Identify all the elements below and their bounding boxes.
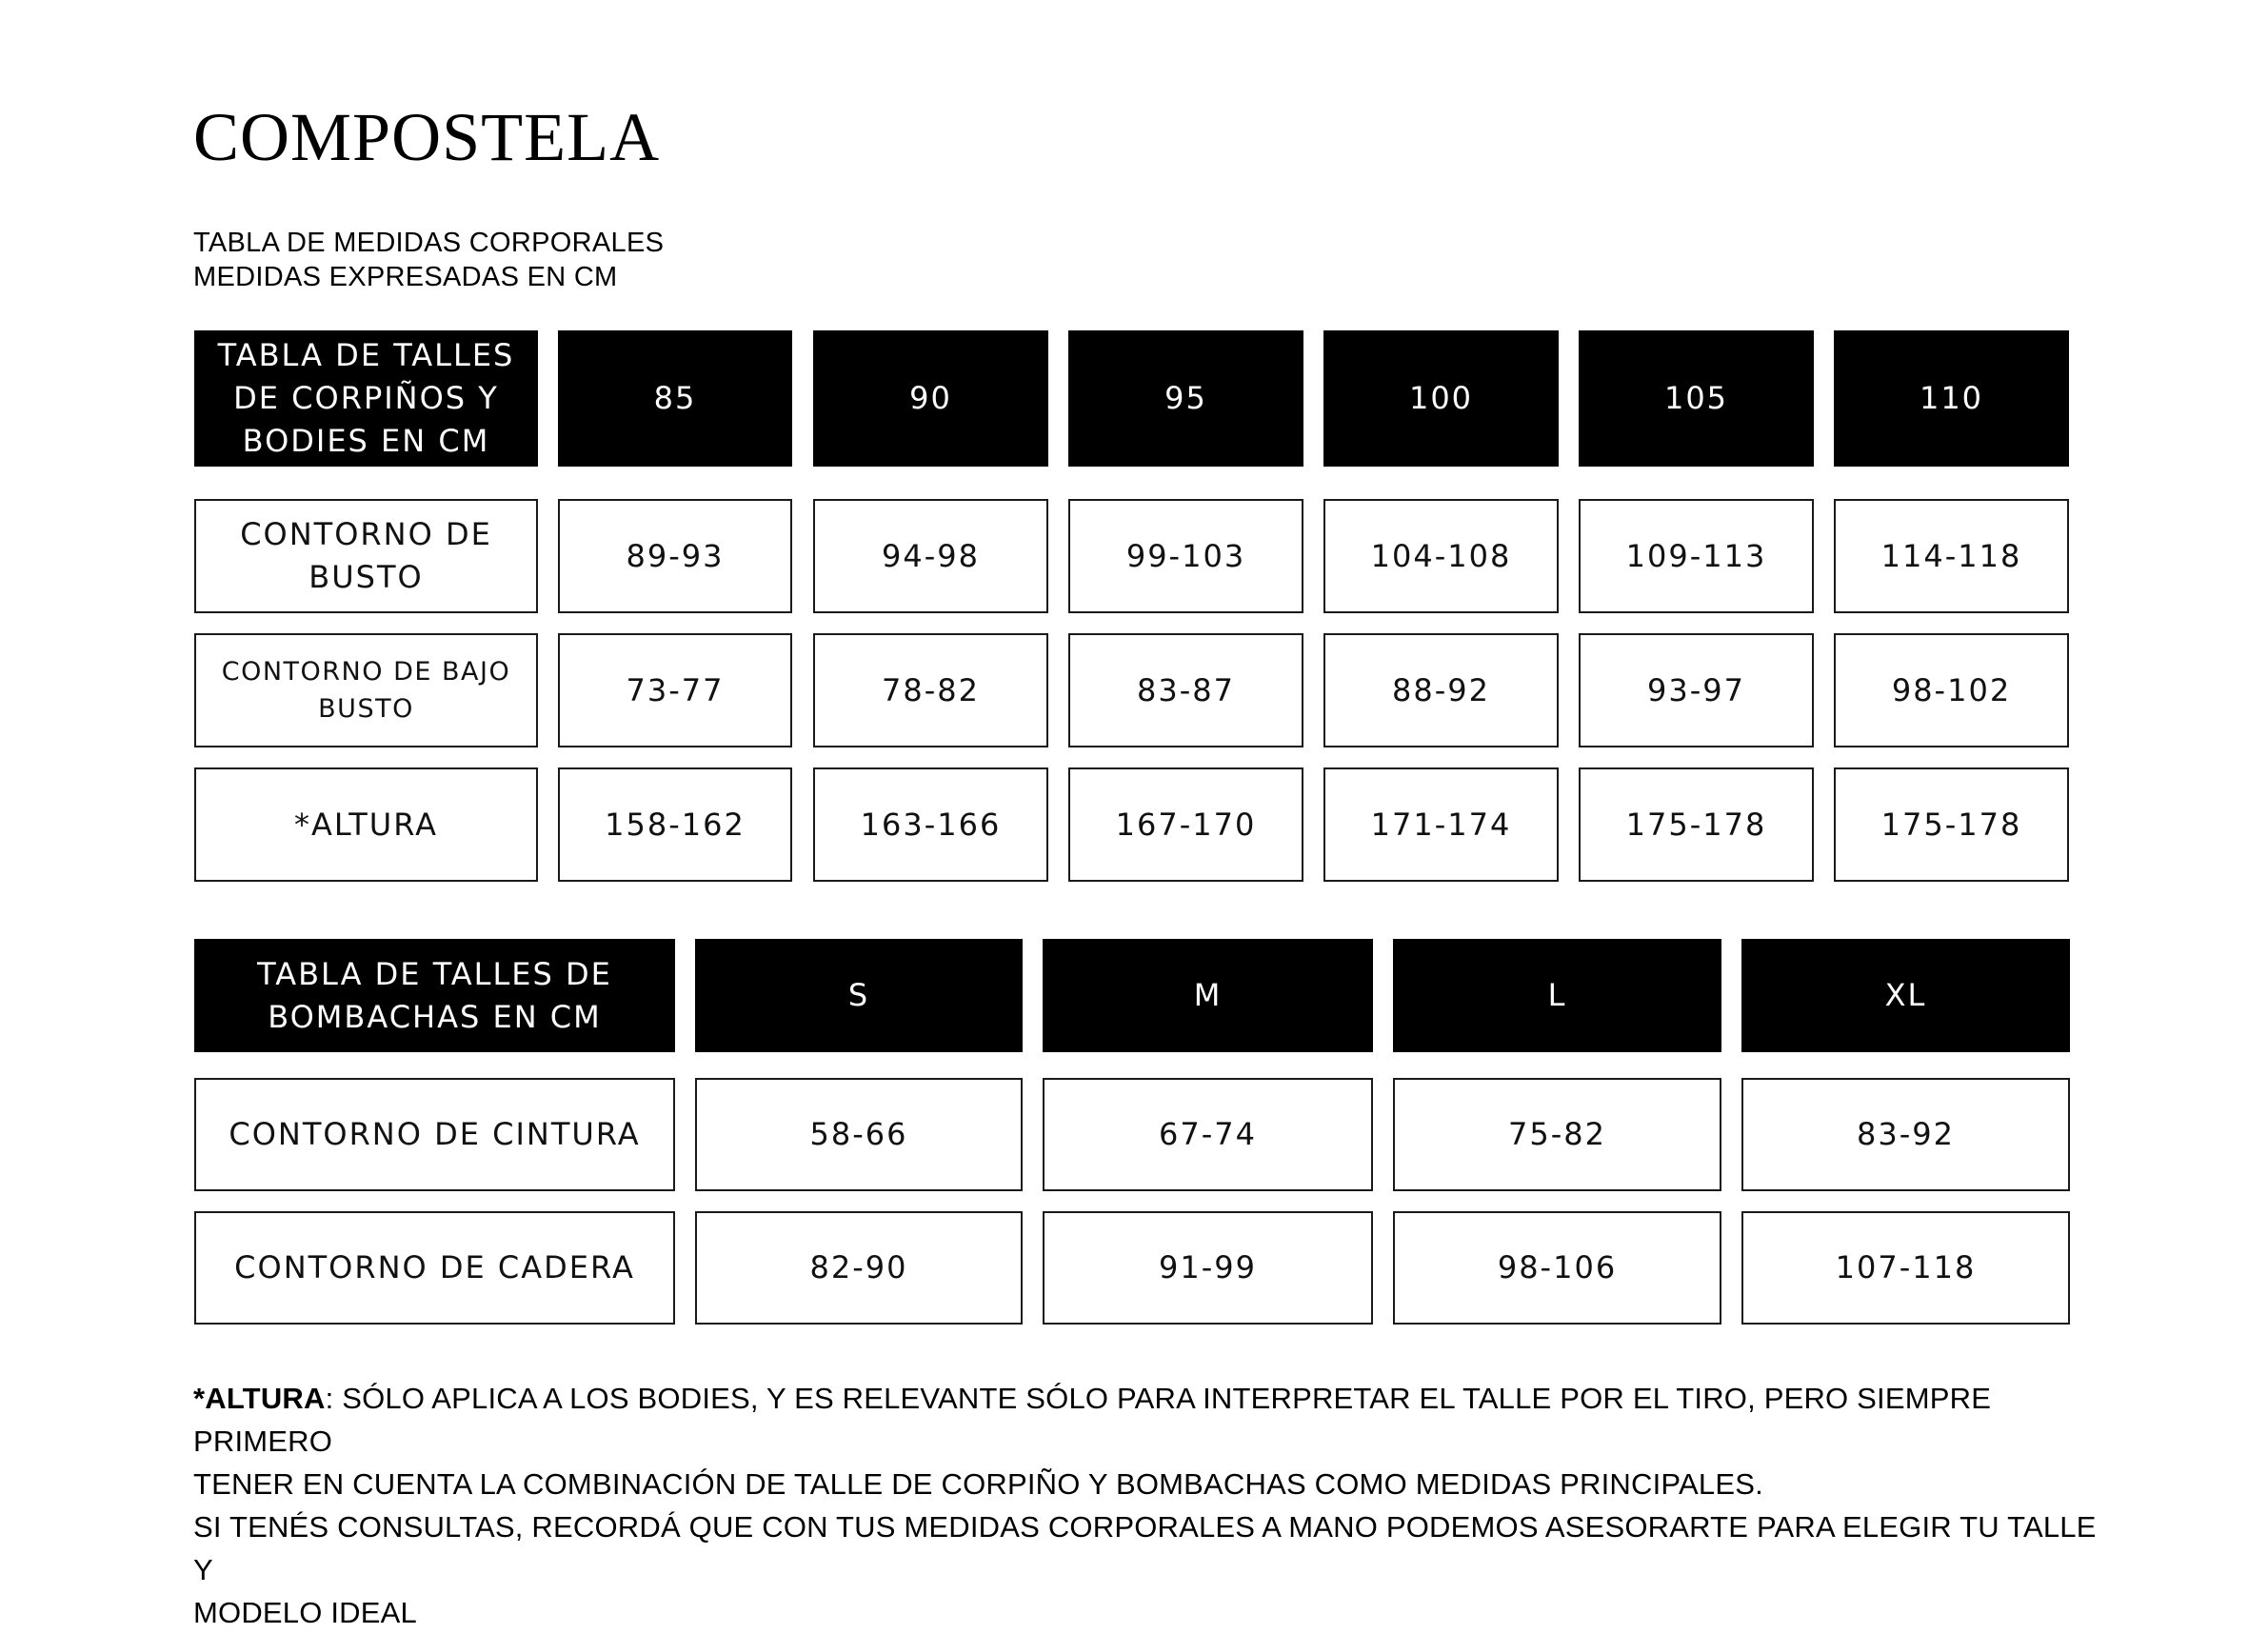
- subtitle-line-1: TABLA DE MEDIDAS CORPORALES: [193, 228, 665, 258]
- bra-table-cell: 163-166: [813, 767, 1048, 882]
- bra-corner-line: DE CORPIÑOS Y: [233, 380, 499, 417]
- panty-table-cell: 98-106: [1393, 1211, 1721, 1325]
- bra-table-cell: 83-87: [1068, 633, 1303, 747]
- bra-table-cell: 158-162: [558, 767, 792, 882]
- bra-table-cell: 104-108: [1323, 499, 1559, 613]
- bra-row-label: [194, 499, 538, 613]
- bra-row-label-line: BUSTO: [308, 559, 424, 595]
- panty-table-cell: 107-118: [1741, 1211, 2070, 1325]
- panty-table-cell: 83-92: [1741, 1078, 2070, 1191]
- panty-table-cell: 82-90: [695, 1211, 1023, 1325]
- footnote-line-4: MODELO IDEAL: [193, 1596, 417, 1629]
- panty-size-header: S: [695, 939, 1023, 1052]
- panty-corner-line: TABLA DE TALLES DE: [257, 955, 612, 992]
- bra-table-cell: 175-178: [1579, 767, 1814, 882]
- panty-corner-line: BOMBACHAS EN CM: [268, 998, 602, 1035]
- footnote-bold-prefix: *ALTURA: [193, 1382, 326, 1415]
- bra-size-header: 85: [558, 330, 792, 467]
- footnote-line-3: SI TENÉS CONSULTAS, RECORDÁ QUE CON TUS MEDIDAS CORPORALES A MANO PODEMOS ASESORARTE PARA ELEGIR TU TALLE Y: [193, 1510, 2097, 1586]
- panty-size-header: M: [1043, 939, 1373, 1052]
- panty-size-header: L: [1393, 939, 1721, 1052]
- bra-row-label-line: BUSTO: [318, 694, 414, 724]
- footnote-line-1-text: : SÓLO APLICA A LOS BODIES, Y ES RELEVANTE SÓLO PARA INTERPRETAR EL TALLE POR EL TIRO, PERO SIEMPRE PRIMERO: [193, 1382, 1992, 1458]
- bra-corner-line: BODIES EN CM: [242, 422, 490, 459]
- bra-table-cell: 94-98: [813, 499, 1048, 613]
- bra-size-header: 105: [1579, 330, 1814, 467]
- bra-table-cell: 175-178: [1834, 767, 2069, 882]
- bra-corner-line: TABLA DE TALLES: [217, 337, 515, 374]
- footnote: [193, 1377, 2098, 1634]
- bra-size-header: 95: [1068, 330, 1303, 467]
- bra-table-cell: 114-118: [1834, 499, 2069, 613]
- bra-table-cell: 93-97: [1579, 633, 1814, 747]
- bra-table-cell: 78-82: [813, 633, 1048, 747]
- panty-row-label: CONTORNO DE CADERA: [194, 1211, 675, 1325]
- subtitle-line-2: MEDIDAS EXPRESADAS EN CM: [193, 262, 618, 292]
- bra-row-label: [194, 633, 538, 747]
- footnote-line-2: TENER EN CUENTA LA COMBINACIÓN DE TALLE DE CORPIÑO Y BOMBACHAS COMO MEDIDAS PRINCIPALES.: [193, 1467, 1763, 1501]
- bra-table-cell: 89-93: [558, 499, 792, 613]
- bra-row-label-line: CONTORNO DE BAJO: [221, 656, 511, 687]
- bra-row-label: *ALTURA: [194, 767, 538, 882]
- panty-table-corner: [194, 939, 675, 1052]
- bra-size-header: 110: [1834, 330, 2069, 467]
- panty-row-label: CONTORNO DE CINTURA: [194, 1078, 675, 1191]
- bra-table-corner: [194, 330, 538, 467]
- panty-table-cell: 75-82: [1393, 1078, 1721, 1191]
- panty-size-header: XL: [1741, 939, 2070, 1052]
- footnote-line-1: [193, 1377, 2098, 1463]
- bra-size-header: 90: [813, 330, 1048, 467]
- panty-table-cell: 91-99: [1043, 1211, 1373, 1325]
- panty-table-cell: 58-66: [695, 1078, 1023, 1191]
- brand-title: COMPOSTELA: [193, 99, 661, 175]
- panty-table-cell: 67-74: [1043, 1078, 1373, 1191]
- bra-row-label-line: CONTORNO DE: [240, 516, 492, 553]
- bra-table-cell: 73-77: [558, 633, 792, 747]
- bra-table-cell: 98-102: [1834, 633, 2069, 747]
- bra-table-cell: 88-92: [1323, 633, 1559, 747]
- bra-table-cell: 171-174: [1323, 767, 1559, 882]
- bra-table-cell: 99-103: [1068, 499, 1303, 613]
- bra-table-cell: 109-113: [1579, 499, 1814, 613]
- bra-table-cell: 167-170: [1068, 767, 1303, 882]
- bra-size-header: 100: [1323, 330, 1559, 467]
